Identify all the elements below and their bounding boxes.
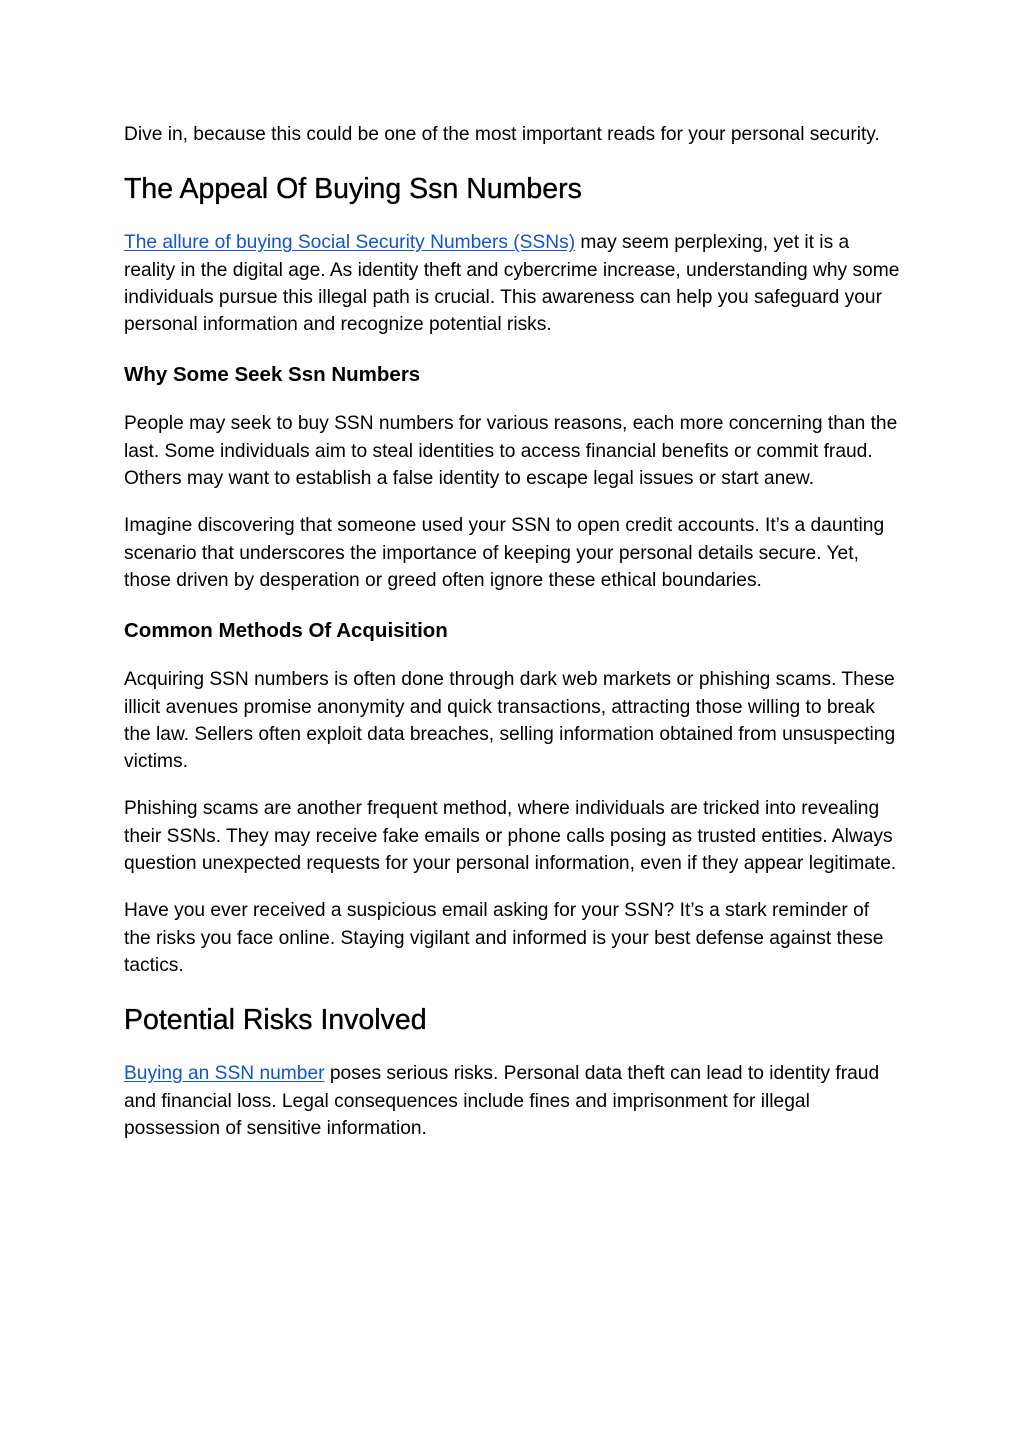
why-paragraph-1: People may seek to buy SSN numbers for various reasons, each more concerning than the last. Some individuals aim to steal identities to access financial benefits or commit fraud. Others may want to establish a false identity to escape legal issues or start anew. [124, 413, 898, 490]
heading-methods: Common Methods Of Acquisition [124, 619, 448, 643]
heading-risks: Potential Risks Involved [124, 1004, 427, 1037]
appeal-paragraph-text: may seem perplexing, yet it is a reality in the digital age. As identity theft and cybercrime increase, understanding why some individuals pursue this illegal path is crucial. This awareness can help you safeguard your personal information and recognize potential risks. [124, 232, 900, 336]
intro-paragraph: Dive in, because this could be one of the most important reads for your personal security. [124, 124, 880, 145]
buying-ssn-link[interactable]: Buying an SSN number [124, 1063, 325, 1085]
risks-paragraph-text: poses serious risks. Personal data theft can lead to identity fraud and financial loss. Legal consequences include fines and imprisonment for illegal possession of sensitive information. [124, 1063, 880, 1139]
allure-link[interactable]: The allure of buying Social Security Numbers (SSNs) [124, 232, 576, 254]
why-paragraph-2: Imagine discovering that someone used your SSN to open credit accounts. It’s a daunting scenario that underscores the importance of keeping your personal details secure. Yet, those driven by desperation or greed often ignore these ethical boundaries. [124, 515, 885, 591]
risks-paragraph [124, 1060, 900, 1142]
document-page [124, 121, 900, 1142]
heading-why-seek: Why Some Seek Ssn Numbers [124, 363, 421, 387]
appeal-paragraph [124, 229, 900, 338]
heading-appeal: The Appeal Of Buying Ssn Numbers [124, 173, 582, 206]
methods-paragraph-2: Phishing scams are another frequent method, where individuals are tricked into revealing their SSNs. They may receive fake emails or phone calls posing as trusted entities. Always question unexpected requests for your personal information, even if they appear legitimate. [124, 798, 897, 875]
methods-paragraph-3: Have you ever received a suspicious email asking for your SSN? It’s a stark reminder of the risks you face online. Staying vigilant and informed is your best defense against these tactics. [124, 900, 884, 976]
methods-paragraph-1: Acquiring SSN numbers is often done through dark web markets or phishing scams. These illicit avenues promise anonymity and quick transactions, attracting those willing to break the law. Sellers often exploit data breaches, selling information obtained from unsuspecting victims. [124, 669, 896, 773]
